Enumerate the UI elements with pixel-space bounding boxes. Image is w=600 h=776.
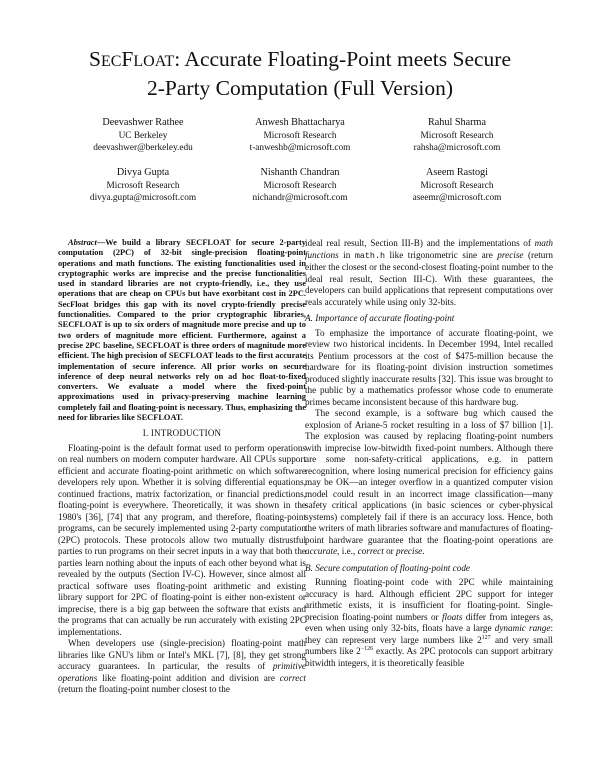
author-block (372, 167, 542, 204)
emphasis: precise (497, 249, 524, 260)
title-sc-1: S (88, 47, 101, 71)
emphasis: primitive operations (58, 661, 306, 683)
emphasis: correct (357, 546, 384, 556)
text-run: Running floating-point code with 2PC while maintaining accuracy is hard. Although efficient 2PC support for integer arithmetic exists, it is insufficient for floating-point. Single-precision floating-point numbers or (305, 577, 553, 622)
subsection-heading: A. Importance of accurate floating-point (305, 313, 455, 323)
author-block (215, 117, 385, 154)
abstract-text: —We build a library SECFLOAT for secure 2-party computation (2PC) of 32-bit single-precision floating-point operations and math functions. The existing functionalities used in cryptographic works are imprecise and the precise functionalities used in standard libraries are not crypto-friendly, i.e., they use operations that are cheap on CPUs but have exorbitant cost in 2PC. SecFloat bridges this gap with its novel crypto-friendly precise functionalities. Compared to the prior cryptographic libraries, SECFLOAT is up to six orders of magnitude more precise and up to two orders of magnitude more efficient. Furthermore, against a precise 2PC baseline, SECFLOAT is three orders of magnitude more efficient. The high precision of SECFLOAT leads to the first accurate implementation of secure inference. All prior works on secure inference of deep neural networks rely on ad hoc float-to-fixed converters. We evaluate a model where the fixed-point approximations used in privacy-preserving machine learning completely fail and floating-point is necessary. Thus, emphasizing the need for libraries like SECFLOAT. (58, 238, 306, 423)
right-column (305, 238, 553, 669)
text-run: in (338, 249, 355, 260)
subsection-heading: B. Secure computation of floating-point code (305, 562, 471, 573)
author-email: aseemr@microsoft.com (412, 193, 502, 203)
emphasis: accurate (305, 546, 338, 556)
paragraph (305, 408, 553, 558)
text-run: differ from integers as, even when using only 32-bits, floats have a large (305, 611, 553, 633)
emphasis: precise (396, 546, 423, 556)
text-run: When developers use (single-precision) floating-point math libraries like GNU's libm or Intel's MKL [7], [8], they get strong accuracy guarantees. In particular, the results of (58, 638, 306, 672)
author-block (58, 167, 228, 204)
author-affiliation: Microsoft Research (263, 181, 337, 191)
title-sc-4: LOAT (133, 53, 175, 70)
text-run: The second example, is a software bug which caused the explosion of Ariane-5 rocket resulting in a loss of $7 billion [1]. The explosion was caused by replacing floating-point numbers with imprecise low-bitwidth fixed-point numbers. Although there are some non-safety-critical applications, e.g. in pattern recognition, where losing numerical precision for efficiency gains may be OK—an integer overflow in a quantized computer vision model could result in an incorrect image classification—many safety critical applications (in basic sciences or cyber-physical systems) completely fail if there is an accuracy loss. Hence, both the writers of math libraries software and manufactures of floating-point hardware guarantee that the floating-point operations are (305, 408, 553, 545)
text-run: like trigonometric sine are (385, 249, 498, 260)
emphasis: math functions (305, 238, 553, 260)
author-block (215, 167, 385, 204)
paragraph (58, 638, 306, 696)
emphasis: floats (441, 611, 463, 622)
paragraph: Floating-point is the default format used to perform operations on real numbers on modern computer hardware. All CPUs support efficient and accurate floating-point arithmetic on which software developers rely upon. Whether it is solving differential equations, continued fractions, matrix factorization, or financial predictions, floating-point is everywhere. Theoretically, it was shown in the 1980's [36], [74] that any program, and therefore, floating-point programs, can be securely implemented using 2-party computation (2PC) protocols. These protocols allow two mutually distrustful parties to run programs on their secret inputs in a way that both the parties learn nothing about the inputs of each other beyond what is revealed by the outputs (Section IV-C). However, since almost all practical software uses floating-point arithmetic and existing library support for 2PC of floating-point is either non-existent or imprecise, there is a big gap between the software that exists and the programs that can actually be run accurately with existing 2PC implementations. (58, 442, 306, 637)
abstract-label: Abstract (68, 238, 97, 247)
text-run: exactly. As 2PC protocols can support arbitrary bitwidth integers, it is theoretically feasible (305, 646, 553, 668)
author-name: Rahul Sharma (427, 117, 486, 128)
author-name: Divya Gupta (116, 167, 170, 178)
superscript: −126 (360, 645, 374, 652)
title-sc-2: EC (100, 53, 122, 70)
emphasis: correct (279, 672, 306, 683)
superscript: 127 (481, 634, 491, 641)
text-run: . (422, 546, 425, 556)
code-text: math.h (354, 250, 385, 261)
section-heading: I. INTRODUCTION (142, 428, 222, 439)
author-affiliation: Microsoft Research (420, 181, 494, 191)
text-run: (return either the closest or the second-closest floating-point number to the ideal real result, Section III-C). With these guarantees, the developers can build applications that represent computations over reals accurately while using only 32-bits. (305, 249, 553, 307)
text-run: or (383, 546, 397, 556)
title-line-2: 2-Party Computation (Full Version) (147, 76, 453, 100)
author-email: rahsha@microsoft.com (413, 143, 501, 153)
author-name: Anwesh Bhattacharya (255, 117, 345, 128)
author-name: Aseem Rastogi (426, 167, 488, 178)
author-name: Nishanth Chandran (260, 167, 340, 178)
text-run: and very small numbers like 2 (305, 634, 553, 656)
paragraph (305, 577, 553, 669)
text-run: (return the floating-point number closest to the (58, 684, 230, 695)
text-run: : they can represent very large numbers like 2 (305, 623, 553, 645)
title-rest: : Accurate Floating-Point meets Secure (174, 47, 512, 71)
author-affiliation: Microsoft Research (106, 181, 180, 191)
title-sc-3: F (121, 47, 134, 71)
author-affiliation: Microsoft Research (420, 131, 494, 141)
paragraph (305, 238, 553, 308)
author-affiliation: Microsoft Research (263, 131, 337, 141)
author-email: t-anweshb@microsoft.com (249, 143, 351, 153)
text-run: , i.e., (337, 546, 358, 556)
emphasis: dynamic range (494, 623, 551, 633)
paper-title (40, 46, 560, 102)
left-column (58, 238, 306, 696)
author-block (58, 117, 228, 154)
author-email: nichandr@microsoft.com (252, 193, 348, 203)
author-affiliation: UC Berkeley (118, 131, 168, 141)
text-run: like floating-point addition and division are (97, 672, 280, 683)
abstract (58, 238, 306, 423)
author-email: divya.gupta@microsoft.com (89, 193, 197, 203)
author-block (372, 117, 542, 154)
author-email: deevashwer@berkeley.edu (93, 143, 193, 153)
author-name: Deevashwer Rathee (102, 117, 184, 128)
text-run: ideal real result, Section III-B) and the implementations of (305, 238, 535, 248)
paragraph: To emphasize the importance of accurate floating-point, we review two historical incidents. In December 1994, Intel recalled its Pentium processors at the cost of $475-million because the hardware for its floating-point division instruction sometimes produced slightly inaccurate results [32]. This issue was brought to the public by a mathematics professor whose code to enumerate primes became inconsistent because of this hardware bug. (305, 327, 553, 407)
